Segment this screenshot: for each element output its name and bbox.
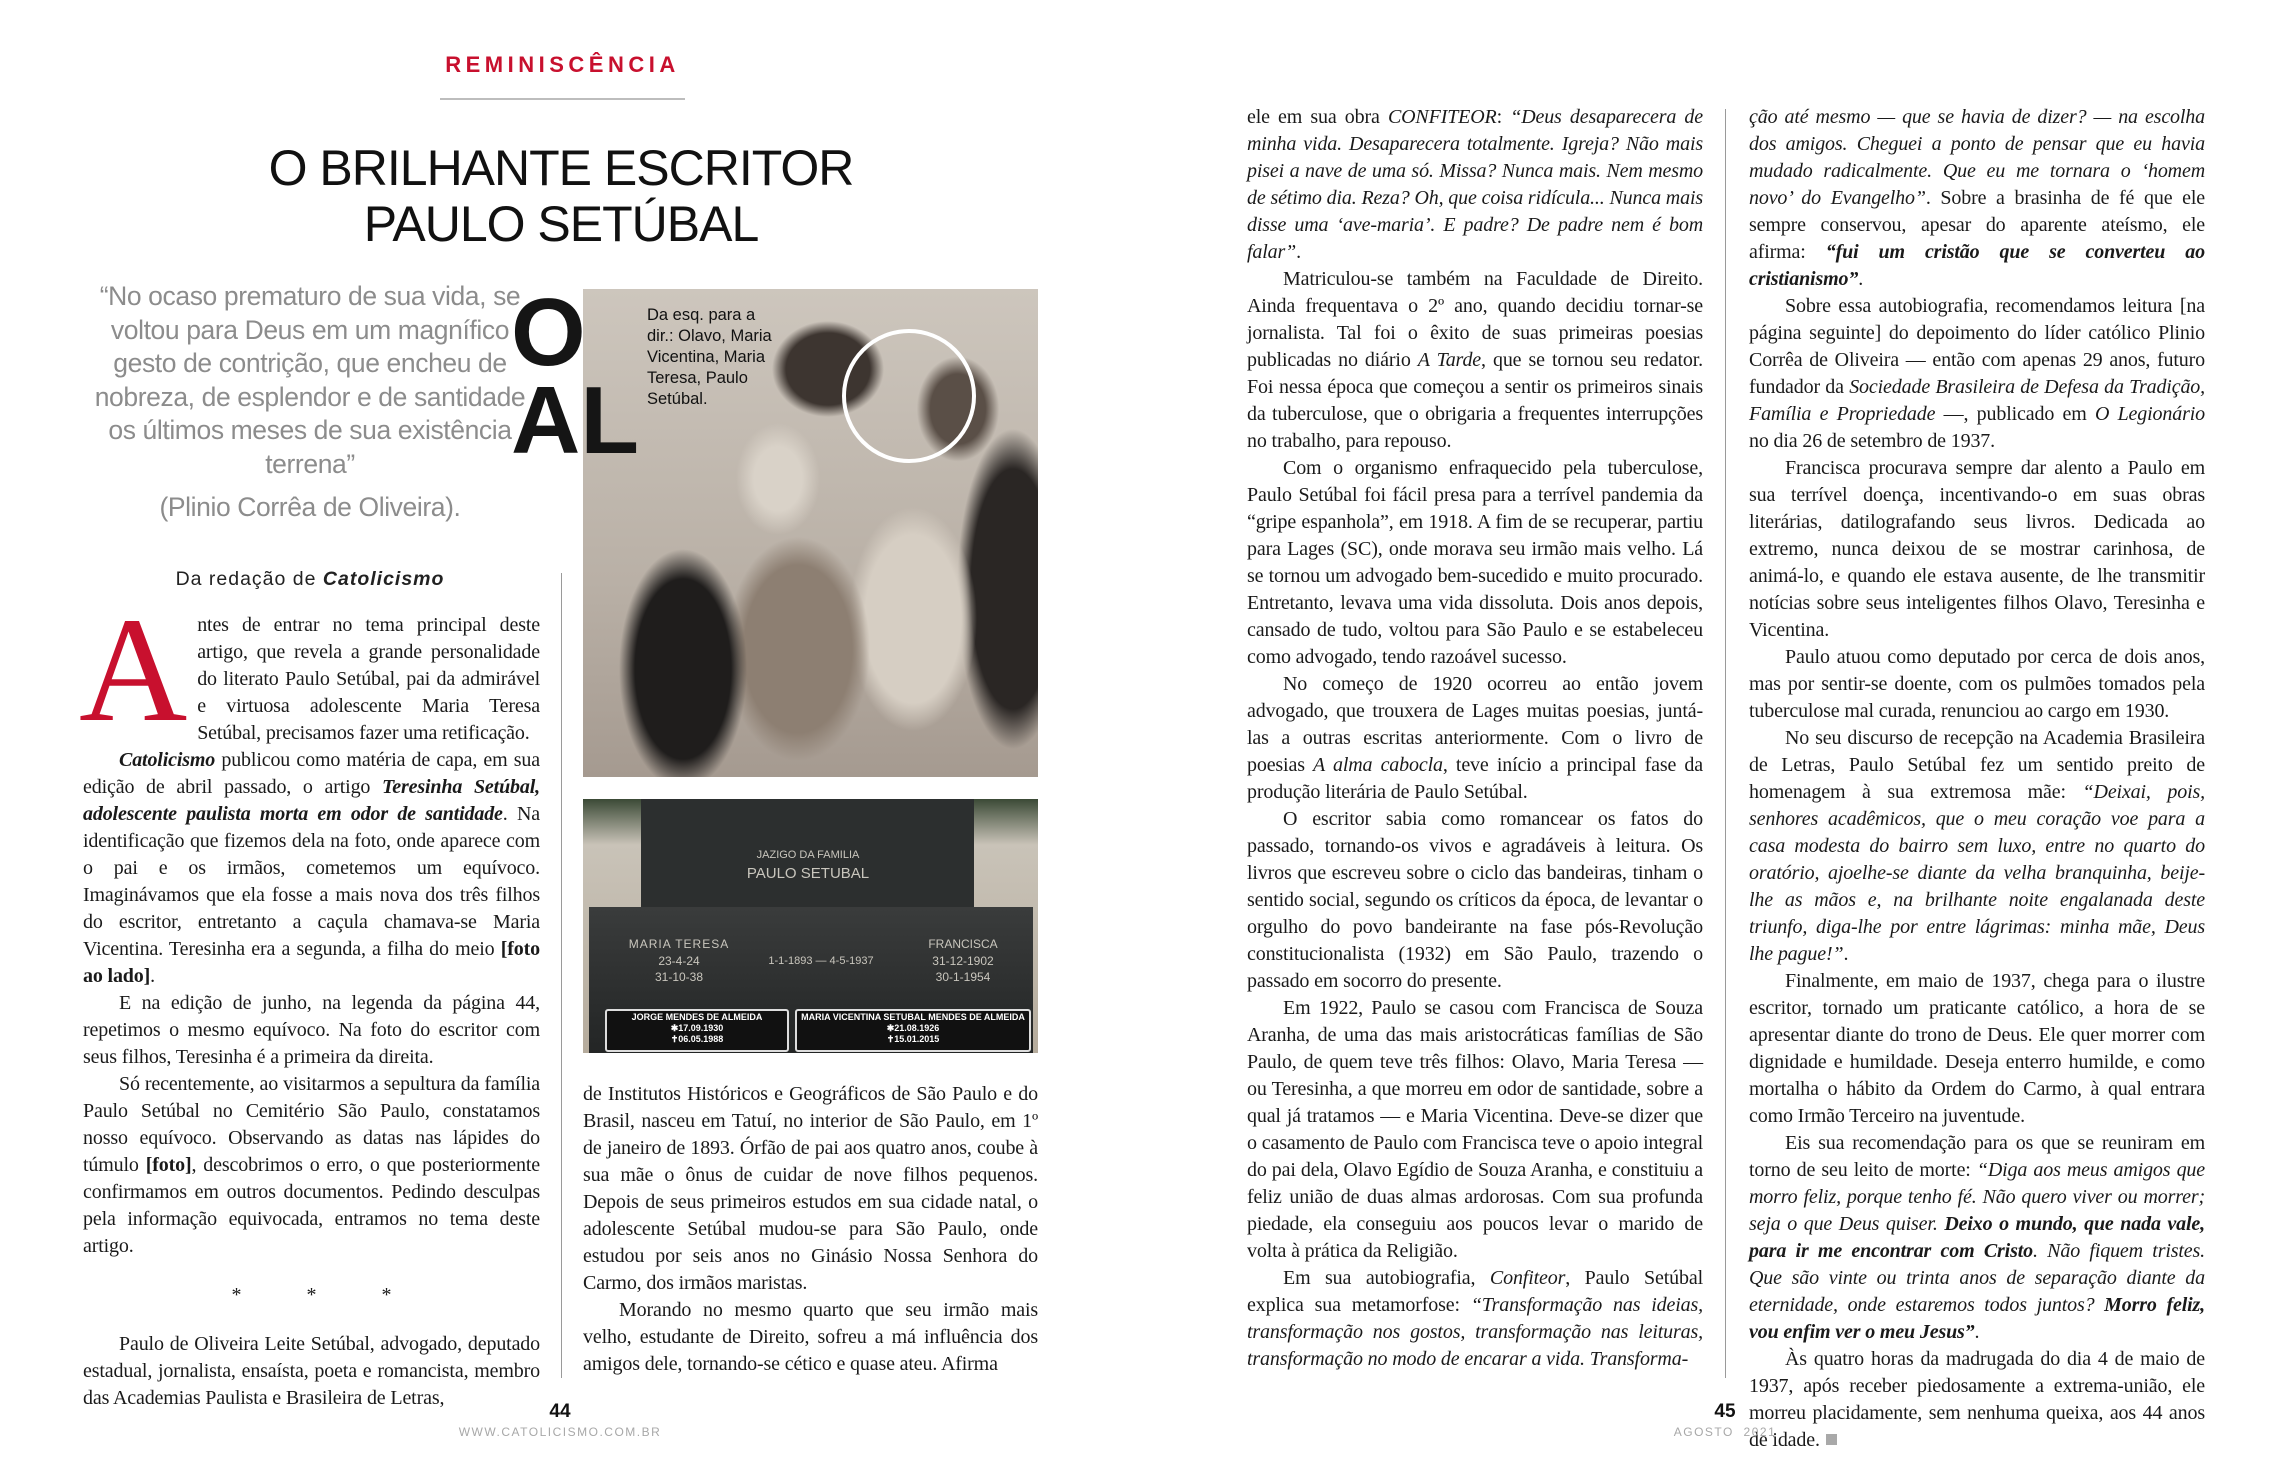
text-run: Paulo de Oliveira Leite Setúbal, advogado, deputado estadual, jornalista, ensaísta, poeta e romancista, membro das Academias Paulista e Brasileira de Letras,	[83, 1333, 540, 1409]
paragraph	[1247, 266, 1703, 455]
emphasized-text: [foto ao lado]	[83, 938, 540, 987]
paragraph	[1247, 671, 1703, 806]
tomb-date: 23-4-24	[658, 954, 700, 968]
text-run: , teve início a principal fase da produção literária de Paulo Setúbal.	[1247, 754, 1703, 803]
family-photo	[511, 279, 1038, 777]
tomb-plaque	[795, 1009, 1031, 1052]
article-title	[200, 140, 922, 252]
paragraph	[1247, 1265, 1703, 1373]
tomb-plaque	[605, 1009, 789, 1052]
text-run: Só recentemente, ao visitarmos a sepultura da família Paulo Setúbal no Cemitério São Paulo, constatamos nosso equívoco. Observando as datas nas lápides do túmulo	[83, 1073, 540, 1176]
emphasized-text: O Legionário	[2094, 403, 2205, 425]
text-run: , descobrimos o erro, o que posteriormente confirmamos em outros documentos. Pedindo desculpas pela informação equivocada, entramos no tema deste artigo.	[83, 1154, 540, 1257]
text-run: publicou como matéria de capa, em sua edição de abril passado, o artigo	[83, 749, 540, 798]
tomb-date: 30-1-1954	[935, 970, 991, 984]
text-run: ele em sua obra	[1247, 106, 1388, 128]
photo-caption: Da esq. para a dir.: Olavo, Maria Vicentina, Maria Teresa, Paulo Setúbal.	[647, 306, 772, 408]
byline-prefix: Da redação de	[175, 568, 323, 590]
emphasized-text: CONFITEOR	[1387, 106, 1497, 128]
tomb-date: 31-10-38	[654, 970, 704, 984]
text-run: .	[1843, 943, 1849, 965]
drop-cap: A	[79, 587, 188, 753]
paragraph	[1749, 644, 2205, 725]
text-run: Sobre essa autobiografia, recomendamos leitura [na página seguinte] do depoimento do líder católico Plinio Corrêa de Oliveira — então com apenas 29 anos, futuro fundador da	[1749, 295, 2205, 398]
text-run: , que se tornou seu redator. Foi nessa época que começou a sentir os primeiros sinais da tuberculose, que o obrigaria a frequentes interrupções no trabalho, para repouso.	[1247, 349, 1703, 452]
footer-website: WWW.CATOLICISMO.COM.BR	[458, 1425, 662, 1439]
plaque-line: MARIA VICENTINA SETUBAL MENDES DE ALMEIDA	[801, 1012, 1025, 1022]
paragraph	[1749, 104, 2205, 293]
paragraph	[1247, 104, 1703, 266]
plaque-line: JORGE MENDES DE ALMEIDA	[631, 1012, 763, 1022]
text-run: .	[1858, 268, 1864, 290]
emphasized-text: Sociedade Brasileira de Defesa da Tradição, Família e Propriedade	[1749, 376, 2205, 425]
photo-background-lettering: O AL	[511, 279, 639, 474]
paragraph	[83, 1071, 540, 1260]
emphasized-text: A alma cabocla	[1313, 754, 1443, 776]
paragraph	[1247, 455, 1703, 671]
paragraph	[1247, 806, 1703, 995]
paragraph	[583, 1297, 1038, 1378]
text-run: Morando no mesmo quarto que seu irmão mais velho, estudante de Direito, sofreu a má influência dos amigos dele, tornando-se cético e quase ateu. Afirma	[583, 1299, 1038, 1375]
emphasized-text: Catolicismo	[119, 749, 216, 771]
emphasized-text: “Deixai, pois, senhores acadêmicos, que o meu coração voe para a casa modesta do bairro sem luxo, entre no quarto do oratório, ajoelhe-se diante da velha branquinha, beije-lhe as mãos e, na brilhante noite engalanada deste triunfo, diga-lhe por entre lágrimas: minha mãe, Deus lhe pague!”	[1749, 781, 2205, 965]
text-run: no dia 26 de setembro de 1937.	[1749, 430, 1995, 452]
paragraph	[83, 747, 540, 990]
text-run: Às quatro horas da madrugada do dia 4 de maio de 1937, após receber piedosamente a extrema-união, ele morreu placidamente, sem nenhuma queixa, aos 44 anos de idade.	[1749, 1348, 2205, 1451]
footer-issue-date: AGOSTO 2021	[1673, 1425, 1777, 1439]
page-number-right: 45	[1714, 1401, 1736, 1422]
plaque-line: ✝15.01.2015	[886, 1034, 940, 1044]
paragraph	[79, 587, 540, 753]
tomb-date: 1-1-1893 — 4-5-1937	[768, 955, 874, 967]
tombstone-photo	[583, 799, 1038, 1053]
text-run: Eis sua recomendação para os que se reuniram em torno de seu leito de morte:	[1749, 1132, 2205, 1181]
text-run: :	[1496, 106, 1511, 128]
article-column-3	[1247, 104, 1703, 1382]
text-run: Finalmente, em maio de 1937, chega para o ilustre escritor, tornado um praticante católico, a hora de se apresentar diante do trono de Deus. Ele quer morrer com dignidade e humildade. Deseja enterro humilde, e como mortalha o hábito da Ordem do Carmo, à qual entrara como Irmão Terceiro na juventude.	[1749, 970, 2205, 1127]
text-run: . Sobre a brasinha de fé que ele sempre conservou, apesar do aparente ateísmo, ele afirma:	[1749, 187, 2206, 263]
text-run: .	[150, 965, 155, 987]
title-line: O BRILHANTE ESCRITOR	[268, 140, 854, 196]
text-run: de Institutos Históricos e Geográficos de São Paulo e do Brasil, nasceu em Tatuí, no interior de São Paulo, em 1º de janeiro de 1893. Órfão de pai aos quatro anos, coube à sua mãe o ônus de cuidar de nove filhos pequenos. Depois de seus primeiros estudos em sua cidade natal, o adolescente Setúbal mudou-se para São Paulo, onde estudou por seis anos no Ginásio Nossa Senhora do Carmo, dos irmãos maristas.	[583, 1083, 1038, 1294]
tomb-date: 31-12-1902	[932, 954, 994, 968]
text-run: , Paulo Setúbal explica sua metamorfose:	[1247, 1267, 1703, 1316]
article-column-2	[583, 1081, 1038, 1381]
section-separator: * * *	[231, 1284, 422, 1306]
emphasized-text: [foto]	[145, 1154, 192, 1176]
tomb-heading: JAZIGO DA FAMILIA	[756, 849, 860, 861]
section-label: REMINISCÊNCIA	[445, 52, 680, 77]
emphasized-text: . Não fiquem tristes. Que são vinte ou trinta anos de separação diante da eternidade, onde estaremos todos juntos?	[1749, 1240, 2205, 1316]
emphasized-text: “Transformação nas ideias, transformação nos gostos, transformação nas leituras, transformação no modo de encarar a vida. Transforma-	[1247, 1294, 1703, 1370]
plaque-line: ✝06.05.1988	[670, 1034, 724, 1044]
byline-publication: Catolicismo	[322, 568, 445, 590]
column-divider	[1725, 109, 1726, 1378]
text-run: O escritor sabia como romancear os fatos do passado, tornando-os vivos e agradáveis à leitura. Os livros que escreveu sobre o ciclo das bandeiras, tinham o sentido social, segundo os críticos da época, de levantar o orgulho do povo bandeirante na fase pós-Revolução constitucionalista (1932) em São Paulo, trazendo o passado em socorro do presente.	[1247, 808, 1703, 992]
text-run: No começo de 1920 ocorreu ao então jovem advogado, que trouxera de Lages muitas poesias, juntá-las a outras escritas anteriormente. Com o livro de poesias	[1247, 673, 1703, 776]
emphasized-text: A Tarde	[1417, 349, 1482, 371]
text-run: Paulo atuou como deputado por cerca de dois anos, mas por sentir-se doente, com os pulmões tomados pela tuberculose mal curada, renunciou ao cargo em 1930.	[1749, 646, 2205, 722]
emphasized-text: Deixo o mundo, que nada vale, para ir me encontrar com Cristo	[1749, 1213, 2205, 1262]
plaque-line: ✱21.08.1926	[886, 1023, 940, 1033]
text-run: . Na identificação que fizemos dela na foto, onde aparece com o pai e os irmãos, cometemos um equívoco. Imaginávamos que ela fosse a mais nova dos três filhos do escritor, entretanto a caçula chamava-se Maria Vicentina. Teresinha era a segunda, a filha do meio	[83, 803, 540, 960]
text-run: E na edição de junho, na legenda da página 44, repetimos o mesmo equívoco. Na foto do escritor com seus filhos, Teresinha é a primeira da direita.	[83, 992, 540, 1068]
emphasized-text: “Diga aos meus amigos que morro feliz, porque tenho fé. Não quero viver ou morrer; seja o que Deus quiser.	[1749, 1159, 2205, 1235]
emphasized-text: Morro feliz, vou enfim ver o meu Jesus”	[1749, 1294, 2205, 1343]
paragraph	[1749, 455, 2205, 644]
paragraph	[1749, 725, 2205, 968]
article-column-4	[1749, 104, 2206, 1451]
paragraph	[1247, 995, 1703, 1265]
text-run: Francisca procurava sempre dar alento a Paulo em sua terrível doença, incentivando-o em suas obras literárias, datilografando seus livros. Dedicada ao extremo, nunca deixou de se mostrar carinhosa, de animá-lo, e quando ele estava ausente, de lhe transmitir notícias sobre seus inteligentes filhos Olavo, Teresinha e Vicentina.	[1749, 457, 2205, 641]
tomb-heading: PAULO SETUBAL	[746, 865, 870, 882]
text-run: Matriculou-se também na Faculdade de Direito. Ainda frequentava o 2º ano, quando decidiu tornar-se jornalista. Tal foi o êxito de suas primeiras poesias publicadas no diário	[1247, 268, 1703, 371]
tomb-name: FRANCISCA	[928, 937, 998, 951]
text-run: Em sua autobiografia,	[1283, 1267, 1490, 1289]
text-run: No seu discurso de recepção na Academia Brasileira de Letras, Paulo Setúbal fez um sentido preito de homenagem à sua extremosa mãe:	[1749, 727, 2205, 803]
paragraph	[583, 1081, 1038, 1297]
text-run: .	[1296, 241, 1301, 263]
emphasized-text: “Deus desaparecera de minha vida. Desaparecera totalmente. Igreja? Não mais pisei a nave de uma só. Missa? Nunca mais. Nem mesmo de sétimo dia. Reza? Oh, que coisa ridícula... Nunca mais disse uma ‘ave-maria’. E padre? De padre nem é bom falar”	[1247, 106, 1703, 263]
pull-quote-attribution: (Plinio Corrêa de Oliveira).	[159, 491, 461, 522]
title-line: PAULO SETÚBAL	[363, 196, 759, 252]
page-number-left: 44	[549, 1401, 571, 1422]
paragraph	[83, 990, 540, 1071]
text-run: Com o organismo enfraquecido pela tuberculose, Paulo Setúbal foi fácil presa para a terrível pandemia da “gripe espanhola”, em 1918. A fim de se recuperar, partiu para Lages (SC), onde morava seu irmão mais velho. Lá se tornou um advogado bem-sucedido e muito procurado. Entretanto, levava uma vida dissoluta. Dois anos depois, cansado de tudo, voltou para São Paulo e se estabeleceu como advogado, tendo razoável sucesso.	[1247, 457, 1703, 668]
article-column-1	[79, 587, 540, 1409]
emphasized-text: “fui um cristão que se converteu ao cristianismo”	[1749, 241, 2205, 290]
paragraph	[1749, 293, 2205, 455]
emphasized-text: ção até mesmo — que se havia de dizer? — na escolha dos amigos. Cheguei a ponto de pensar que eu havia mudado radicalmente. Que eu me tornara o ‘homem novo’ do Evangelho”	[1749, 106, 2205, 209]
emphasized-text: Confiteor	[1489, 1267, 1566, 1289]
column-divider	[561, 573, 562, 1378]
paragraph	[1749, 1130, 2205, 1346]
emphasized-text: Teresinha Setúbal, adolescente paulista morta em odor de santidade	[83, 776, 540, 825]
text-run: —, publicado em	[1935, 403, 2095, 425]
pull-quote	[80, 280, 540, 524]
tomb-name: MARIA TERESA	[628, 937, 730, 951]
text-run: ntes de entrar no tema principal deste artigo, que revela a grande personalidade do literato Paulo Setúbal, pai da admirável e virtuosa adolescente Maria Teresa Setúbal, precisamos fazer uma retificação.	[197, 614, 540, 744]
paragraph	[1749, 968, 2205, 1130]
text-run: .	[1974, 1321, 1980, 1343]
paragraph	[83, 1331, 540, 1412]
plaque-line: ✱17.09.1930	[670, 1023, 724, 1033]
section-divider	[440, 98, 685, 100]
text-run: Em 1922, Paulo se casou com Francisca de Souza Aranha, de uma das mais aristocráticas famílias de São Paulo, de quem teve três filhos: Olavo, Maria Teresa — ou Teresinha, a que morreu em odor de santidade, sobre a qual já tratamos — e Maria Vicentina. Deve-se dizer que o casamento de Paulo com Francisca teve o apoio integral do pai dela, Olavo Egídio de Souza Aranha, e constituiu a feliz união de duas almas ardorosas. Com sua profunda piedade, ela conseguiu aos poucos levar o marido de volta à prática da Religião.	[1247, 997, 1703, 1262]
pull-quote-text: “No ocaso prematuro de sua vida, se voltou para Deus em um magnífico gesto de contrição, que encheu de nobreza, de esplendor e de santidade os últimos meses de sua existência terrena”	[94, 281, 526, 479]
highlight-circle	[842, 329, 976, 463]
